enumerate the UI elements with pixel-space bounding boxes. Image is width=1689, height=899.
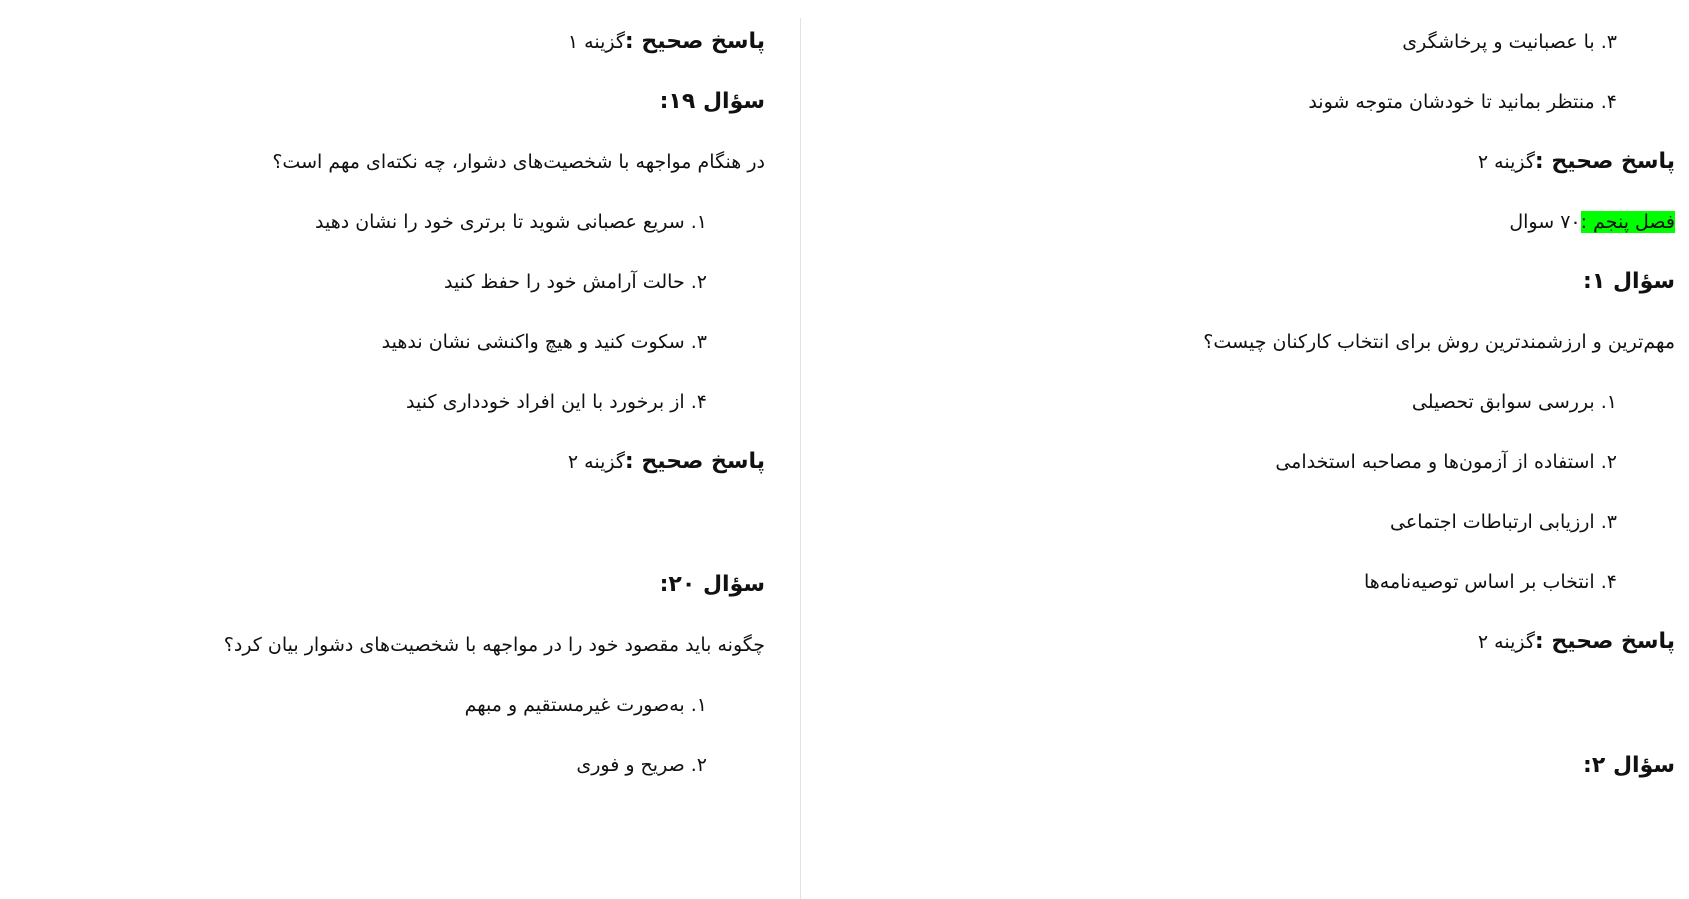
chapter-line xyxy=(1509,208,1675,236)
option-1: ۱. به‌صورت غیرمستقیم و مبهم xyxy=(464,694,707,716)
answer-line xyxy=(1478,628,1675,656)
answer-value: گزینه ۲ xyxy=(567,451,625,473)
option-3: ۳. با عصبانیت و پرخاشگری xyxy=(1402,31,1617,53)
answer-label: پاسخ صحیح : xyxy=(1534,629,1675,654)
answer-value: گزینه ۲ xyxy=(1477,151,1535,173)
chapter-title: فصل پنجم : xyxy=(1580,211,1675,233)
option-4: ۴. منتظر بمانید تا خودشان متوجه شوند xyxy=(1308,91,1617,113)
question-text: چگونه باید مقصود خود را در مواجهه با شخصیت‌های دشوار بیان کرد؟ xyxy=(223,634,765,656)
question-title: سؤال ۱: xyxy=(1583,269,1675,294)
option-1: ۱. سریع عصبانی شوید تا برتری خود را نشان دهید xyxy=(314,211,707,233)
answer-value: گزینه ۲ xyxy=(1477,631,1535,653)
answer-line xyxy=(1478,148,1675,176)
option-3: ۳. ارزیابی ارتباطات اجتماعی xyxy=(1390,511,1617,533)
question-title: سؤال ۲: xyxy=(1583,753,1675,778)
answer-line xyxy=(568,28,765,56)
answer-value: گزینه ۱ xyxy=(567,31,625,53)
question-text: در هنگام مواجهه با شخصیت‌های دشوار، چه نکته‌ای مهم است؟ xyxy=(272,151,765,173)
option-2: ۲. صریح و فوری xyxy=(576,754,707,776)
answer-line xyxy=(568,448,765,476)
chapter-count: ۷۰ سوال xyxy=(1509,211,1581,233)
option-4: ۴. انتخاب بر اساس توصیه‌نامه‌ها xyxy=(1363,571,1617,593)
option-1: ۱. بررسی سوابق تحصیلی xyxy=(1411,391,1617,413)
option-3: ۳. سکوت کنید و هیچ واکنشی نشان ندهید xyxy=(381,331,707,353)
option-2: ۲. حالت آرامش خود را حفظ کنید xyxy=(444,271,707,293)
answer-label: پاسخ صحیح : xyxy=(1534,149,1675,174)
question-text: مهم‌ترین و ارزشمندترین روش برای انتخاب کارکنان چیست؟ xyxy=(1203,331,1675,353)
option-2: ۲. استفاده از آزمون‌ها و مصاحبه استخدامی xyxy=(1275,451,1617,473)
answer-label: پاسخ صحیح : xyxy=(624,449,765,474)
option-4: ۴. از برخورد با این افراد خودداری کنید xyxy=(406,391,707,413)
question-title: سؤال ۱۹: xyxy=(659,89,765,114)
question-title: سؤال ۲۰: xyxy=(659,572,765,597)
column-divider xyxy=(800,18,801,899)
answer-label: پاسخ صحیح : xyxy=(624,29,765,54)
